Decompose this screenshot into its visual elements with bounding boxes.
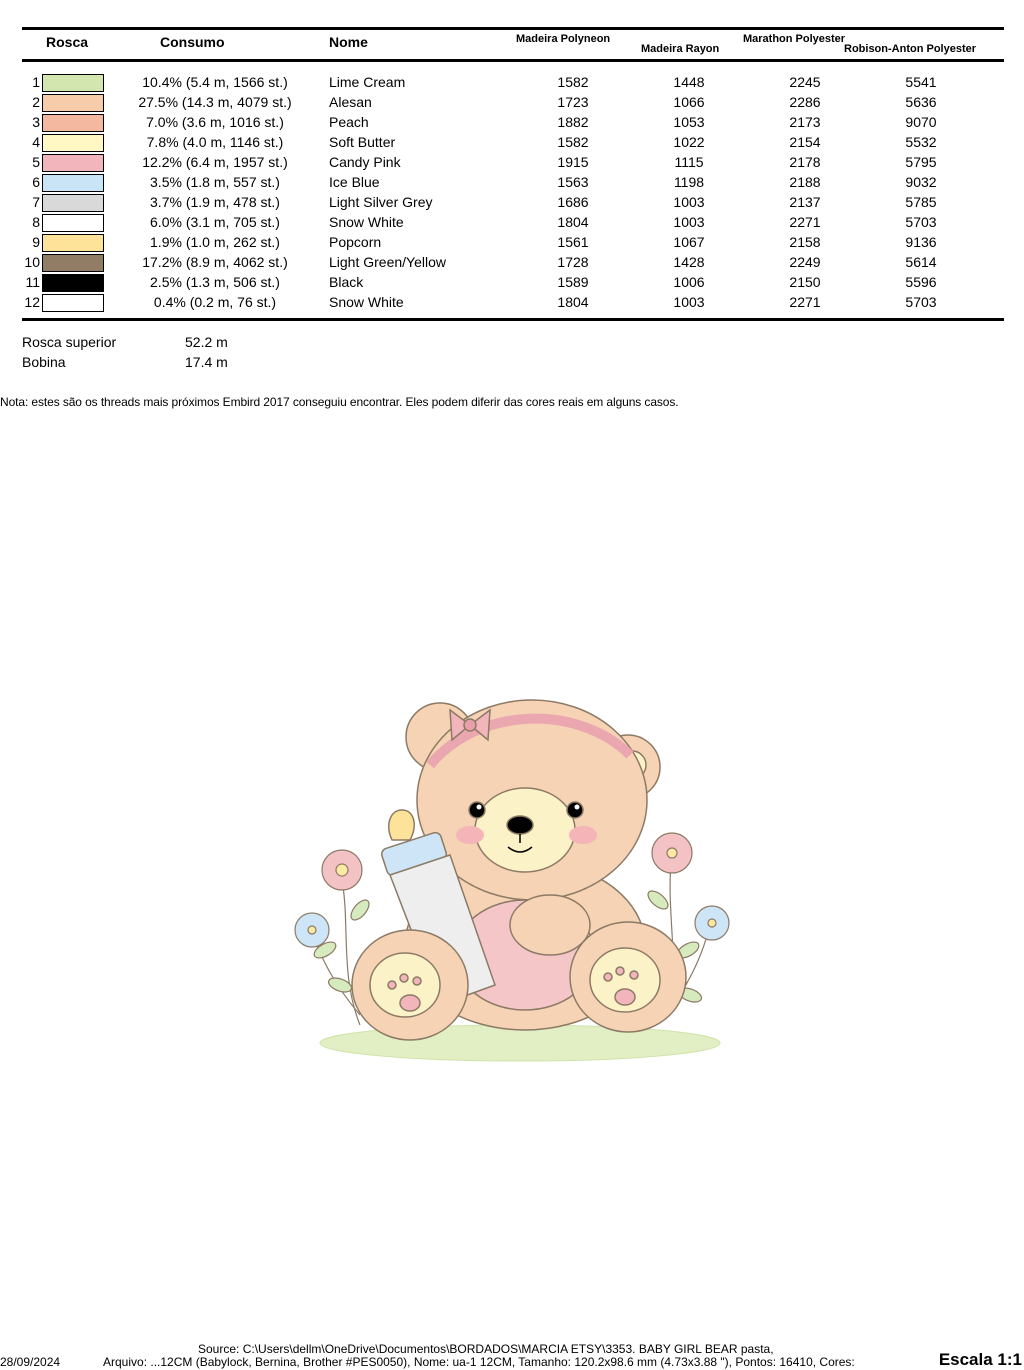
thread-consumption: 1.9% (1.0 m, 262 st.) — [150, 234, 280, 250]
thread-number: 11 — [25, 274, 40, 290]
bear-illustration — [280, 685, 750, 1070]
madeira-rayon-code: 1066 — [673, 94, 705, 110]
madeira-polyneon-code: 1582 — [557, 134, 589, 150]
marathon-polyester-code: 2173 — [789, 114, 821, 130]
madeira-polyneon-code: 1804 — [557, 294, 589, 310]
marathon-polyester-code: 2178 — [789, 154, 821, 170]
madeira-polyneon-code: 1723 — [557, 94, 589, 110]
madeira-rayon-code: 1428 — [673, 254, 705, 270]
thread-row — [0, 232, 1024, 252]
thread-number: 9 — [32, 234, 40, 250]
thread-name: Alesan — [329, 94, 372, 110]
robison-anton-code: 5532 — [905, 134, 937, 150]
robison-anton-code: 9032 — [905, 174, 937, 190]
madeira-polyneon-code: 1728 — [557, 254, 589, 270]
thread-consumption: 3.7% (1.9 m, 478 st.) — [150, 194, 280, 210]
thread-row — [0, 212, 1024, 232]
thread-number: 8 — [32, 214, 40, 230]
thread-name: Peach — [329, 114, 369, 130]
thread-color-swatch — [42, 154, 104, 172]
bear — [352, 700, 686, 1040]
madeira-rayon-code: 1022 — [673, 134, 705, 150]
thread-number: 10 — [24, 254, 40, 270]
table-bottom-rule — [22, 318, 1004, 321]
robison-anton-code: 9070 — [905, 114, 937, 130]
marathon-polyester-code: 2188 — [789, 174, 821, 190]
thread-number: 6 — [32, 174, 40, 190]
header-madeira-rayon: Madeira Rayon — [641, 43, 720, 55]
table-header-rule — [22, 59, 1004, 62]
thread-row — [0, 272, 1024, 292]
rosca-superior-value: 52.2 m — [185, 334, 228, 350]
thread-color-swatch — [42, 294, 104, 312]
marathon-polyester-code: 2245 — [789, 74, 821, 90]
madeira-polyneon-code: 1589 — [557, 274, 589, 290]
robison-anton-code: 9136 — [905, 234, 937, 250]
madeira-rayon-code: 1003 — [673, 294, 705, 310]
header-robison-anton-polyester: Robison-Anton Polyester — [844, 43, 977, 55]
thread-color-swatch — [42, 114, 104, 132]
robison-anton-code: 5795 — [905, 154, 937, 170]
thread-color-swatch — [42, 274, 104, 292]
madeira-polyneon-code: 1882 — [557, 114, 589, 130]
thread-row — [0, 252, 1024, 272]
thread-name: Soft Butter — [329, 134, 396, 150]
thread-number: 2 — [32, 94, 40, 110]
embroidery-design-preview — [280, 685, 750, 1070]
thread-consumption: 12.2% (6.4 m, 1957 st.) — [142, 154, 288, 170]
thread-consumption: 0.4% (0.2 m, 76 st.) — [153, 294, 277, 310]
thread-color-swatch — [42, 94, 104, 112]
thread-consumption: 27.5% (14.3 m, 4079 st.) — [138, 94, 292, 110]
marathon-polyester-code: 2150 — [789, 274, 821, 290]
footer-source: Source: C:\Users\dellm\OneDrive\Documentos\BORDADOS\MARCIA ETSY\3353. BABY GIRL BEAR pasta, — [198, 1342, 774, 1356]
thread-consumption: 6.0% (3.1 m, 705 st.) — [150, 214, 280, 230]
thread-consumption: 2.5% (1.3 m, 506 st.) — [150, 274, 280, 290]
robison-anton-code: 5636 — [905, 94, 937, 110]
thread-color-swatch — [42, 234, 104, 252]
bobina-value: 17.4 m — [185, 354, 228, 370]
madeira-polyneon-code: 1561 — [557, 234, 589, 250]
madeira-rayon-code: 1115 — [674, 154, 704, 170]
thread-name: Lime Cream — [329, 74, 406, 90]
rosca-superior-label: Rosca superior — [22, 334, 117, 350]
header-consumo: Consumo — [160, 34, 225, 50]
thread-color-swatch — [42, 74, 104, 92]
marathon-polyester-code: 2286 — [789, 94, 821, 110]
header-nome: Nome — [329, 34, 368, 50]
robison-anton-code: 5785 — [905, 194, 937, 210]
madeira-rayon-code: 1003 — [673, 214, 705, 230]
madeira-rayon-code: 1053 — [673, 114, 705, 130]
robison-anton-code: 5703 — [905, 214, 937, 230]
thread-name: Light Green/Yellow — [329, 254, 447, 270]
table-top-rule — [22, 27, 1004, 30]
thread-match-note: Nota: estes são os threads mais próximos Embird 2017 conseguiu encontrar. Eles podem diferir das cores reais em alguns casos. — [0, 395, 679, 409]
marathon-polyester-code: 2249 — [789, 254, 821, 270]
thread-row — [0, 112, 1024, 132]
madeira-polyneon-code: 1582 — [557, 74, 589, 90]
thread-number: 12 — [24, 294, 40, 310]
madeira-rayon-code: 1448 — [673, 74, 705, 90]
madeira-rayon-code: 1067 — [673, 234, 705, 250]
thread-name: Snow White — [329, 214, 404, 230]
thread-row — [0, 172, 1024, 192]
thread-name: Ice Blue — [329, 174, 380, 190]
thread-color-swatch — [42, 254, 104, 272]
robison-anton-code: 5541 — [905, 74, 937, 90]
marathon-polyester-code: 2154 — [789, 134, 821, 150]
thread-name: Black — [329, 274, 364, 290]
madeira-polyneon-code: 1563 — [557, 174, 589, 190]
header-rosca: Rosca — [46, 34, 89, 50]
marathon-polyester-code: 2137 — [789, 194, 821, 210]
marathon-polyester-code: 2271 — [789, 294, 821, 310]
thread-number: 1 — [32, 74, 40, 90]
thread-color-swatch — [42, 194, 104, 212]
thread-number: 3 — [32, 114, 40, 130]
robison-anton-code: 5614 — [905, 254, 937, 270]
thread-consumption: 10.4% (5.4 m, 1566 st.) — [142, 74, 288, 90]
thread-row — [0, 152, 1024, 172]
thread-row — [0, 292, 1024, 312]
thread-row — [0, 192, 1024, 212]
thread-number: 7 — [32, 194, 40, 210]
thread-color-swatch — [42, 174, 104, 192]
madeira-polyneon-code: 1915 — [557, 154, 589, 170]
madeira-rayon-code: 1198 — [673, 174, 705, 190]
thread-row — [0, 132, 1024, 152]
thread-row — [0, 72, 1024, 92]
robison-anton-code: 5703 — [905, 294, 937, 310]
thread-name: Candy Pink — [329, 154, 401, 170]
marathon-polyester-code: 2158 — [789, 234, 821, 250]
thread-consumption: 3.5% (1.8 m, 557 st.) — [150, 174, 280, 190]
scale-label: Escala 1:1 — [938, 1350, 1022, 1369]
thread-number: 5 — [32, 154, 40, 170]
madeira-polyneon-code: 1804 — [557, 214, 589, 230]
thread-consumption: 7.8% (4.0 m, 1146 st.) — [146, 134, 284, 150]
madeira-polyneon-code: 1686 — [557, 194, 589, 210]
thread-number: 4 — [32, 134, 40, 150]
thread-color-swatch — [42, 214, 104, 232]
footer-file-info: Arquivo: ...12CM (Babylock, Bernina, Brother #PES0050), Nome: ua-1 12CM, Tamanho: 120.2x98.6 mm (4.73x3.88 "), Pontos: 16410, Cores: — [103, 1355, 855, 1369]
bobina-label: Bobina — [22, 354, 66, 370]
robison-anton-code: 5596 — [905, 274, 937, 290]
thread-row — [0, 92, 1024, 112]
thread-name: Popcorn — [329, 234, 382, 250]
thread-color-swatch — [42, 134, 104, 152]
thread-consumption: 17.2% (8.9 m, 4062 st.) — [142, 254, 288, 270]
header-marathon-polyester: Marathon Polyester — [743, 33, 846, 45]
header-madeira-polyneon: Madeira Polyneon — [516, 33, 611, 45]
marathon-polyester-code: 2271 — [789, 214, 821, 230]
thread-name: Light Silver Grey — [329, 194, 433, 210]
thread-consumption: 7.0% (3.6 m, 1016 st.) — [146, 114, 284, 130]
thread-name: Snow White — [329, 294, 404, 310]
footer-date: 28/09/2024 — [0, 1355, 61, 1369]
madeira-rayon-code: 1006 — [673, 274, 705, 290]
madeira-rayon-code: 1003 — [673, 194, 705, 210]
